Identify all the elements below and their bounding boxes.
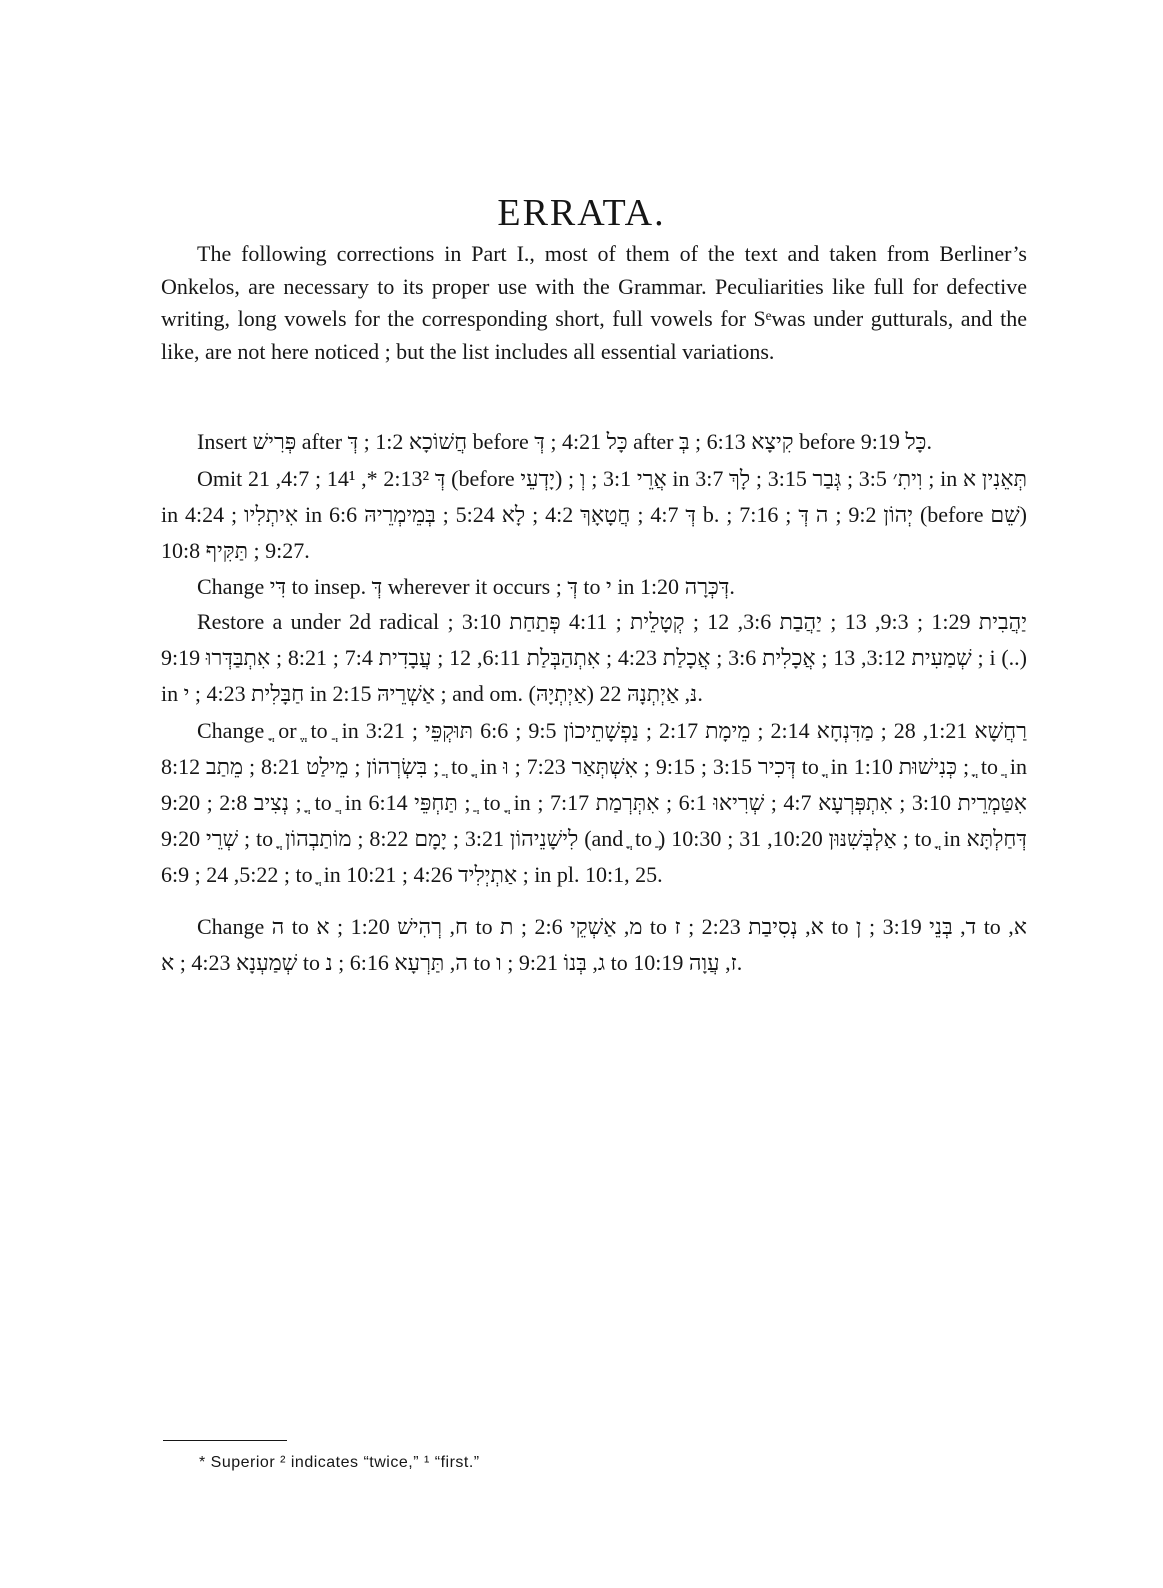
page-title: ERRATA. [497,192,666,235]
correction-omit: Omit דְּ 2:13² *, 14¹ ; 4:7, 21 (before יָדְעֵי) ; אֲרֵי 3:1 ; וְ in וִיתִ׳ 3:5 ; גְּבַר 3:15 ; לָךְ 3:7 ; in תְּאֵנִין א in 4:24 ; אִיתְלִיו in דְּ 4:7 ; חֲטָאָךְ 4:2 ; לָא 5:24 ; בְּמֵימְרֵיהּ 6:6 b. ; 7:16 ; יְהוֹן 9:2 ; ה דְּ (before שֵׁם) 9:27 ; תַּקִּיף 10:8. [161,466,1027,563]
correction-change-vowels: Change ֳ or ֱ to ֲ in רַחֲשָׁא 1:21, 28 ; מַדִּנְחָא 2:14 ; מֵימָת 2:17 ; נַפְשָׁתֵיכוֹן 9:5 ; 6:6 תּוּקְפֵּי ; 3:21 בִּשְׂרְהוֹן ; מֵילַט 8:21 ; מֵתַב 8:12 ; ֲ to ֳ in דְּכִיר 3:15 ; 9:15 ; אִשְׁתְּאַר 7:23 ; וּ to ֳ in כְּנִישׁוּת 1:10 ; ֳ to ֲ in נְצִיב 2:8 ; 9:20 ; ֳ to ֲ in תַּחְפֵּי 6:14 ; ֲ to ֳ in אִטַּמְרֵית 3:10 ; אִתְפְּרְעָא 4:7 ; שְׁרִיאוּ 6:1 ; אִתְּרְמַת 7:17 ; שְׁרֵי 9:20 ; to ֳ לִישָׁנֵיהוֹן 3:21 ; יָמָם 8:22 ; מוֹתַבְהוֹן (and ֳ to ֲ) 10:30 ; אַלְבְּשִׁנּוּן 10:20, 31 ; to ֳ in דְּחַלְתָּא 5:22, 24 ; 6:9 ; to ֳ in אַתְיְלִיד 4:26 ; 10:21 ; in pl. 10:1, 25. [161,718,1028,887]
correction-restore: Restore a under 2d radical יַהֲבִית 1:29 ; 9:3, 13 ; יַהֲבַת 3:6, 12 ; קְטָלֵית ; 4:11 פְּתַחַת 3:10 ; שְׁמַעִית 3:12, 13 ; אֲכָלִית 3:6 ; אֲכָלַת 4:23 ; אִתְהַבְּלַת 6:11, 12 ; עֲבָדִית 7:4 ; 8:21 ; אִתְבַּדְּרוּ 9:19 ; i (..) in חַבָּלִית 4:23 ; י in אַשְׁרֵיהּ 2:15 ; and om. נּ, אַיְתְנָהּ 22 (אַיְתְיָהּ). [161,609,1028,706]
correction-change-di: Change דִּי to insep. דְּ wherever it occurs ; דְּ to י in דְּכְּרָה 1:20. [197,574,735,599]
footnote-rule [163,1440,287,1441]
footnote: * Superior ² indicates “twice,” ¹ “first.” [199,1454,480,1471]
correction-change-letters: Change ה to ח, רְהִישׁ 1:20 ; א to מ, אַשְׁקֵי 2:6 ; ת to א, נְסִיבַת 2:23 ; ז to ד, בְּנֵי 3:19 ; ן to א, שְׁמַעְנָא 4:23 ; א to ה, תַּרְעָא 6:16 ; נ to ג, בְּנוֹ 9:21 ; ו to ז, עֲוָה 10:19. [161,914,1027,975]
correction-insert: Insert פְּרִישׁ after חֲשׁוֹכָא 1:2 ; דְּ before כָּל 4:21 ; דְּ after קִיצָא 6:13 ; בְּ before כָּל 9:19. [197,429,932,454]
intro-section [161,238,1027,368]
corrections-section [161,424,1027,982]
intro-paragraph: The following corrections in Part I., most of them of the text and taken from Berliner’s Onkelos, are necessary to its proper use with the Grammar. Peculiarities like full for defective writing, long vowels for the corresponding short, full vowels for Sᵉwas under gutturals, and the like, are not here noticed ; but the list includes all essential variations. [161,241,1027,364]
